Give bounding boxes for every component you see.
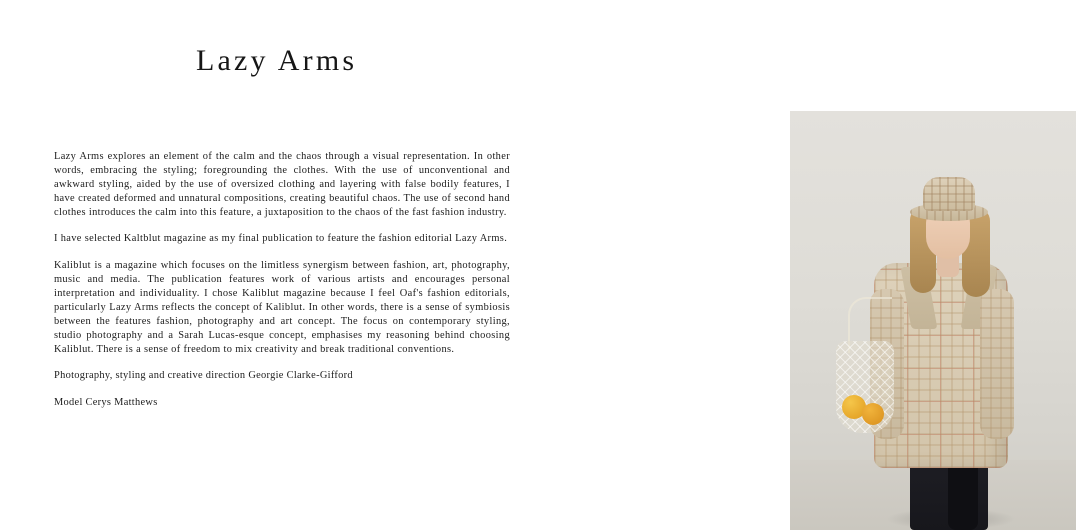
paragraph-3: Kaliblut is a magazine which focuses on the limitless synergism between fashion, art, photography, music and media. The publication features work of various artists and encourages personal interpretation and individuality. I chose Kaliblut magazine because I feel Oaf's fashion editorials, particularly Lazy Arms reflects the concept of Kaliblut. In other words, there is a sense of symbiosis between the features fashion, photography and art concept. The focus on contemporary styling, studio photography and a Sarah Lucas-esque concept, emphasises my reasoning behind choosing Kaliblut. There is a sense of freedom to mix creativity and break traditional conventions. <box>54 259 510 356</box>
paragraph-1: Lazy Arms explores an element of the calm and the chaos through a visual representation. In other words, embracing the styling; foregrounding the clothes. With the use of unconventional and awkward styling, aided by the use of oversized clothing and layering with false bodily features, I have created deformed and unnatural compositions, creating beautiful chaos. The use of second hand clothes introduces the calm into this feature, a juxtaposition to the chaos of the fast fashion industry. <box>54 151 510 219</box>
coat-sleeve-right <box>980 289 1014 439</box>
fruit-orange-2 <box>862 403 884 425</box>
page-title: Lazy Arms <box>196 44 358 78</box>
paragraph-2: I have selected Kaltblut magazine as my final publication to feature the fashion editorial Lazy Arms. <box>54 233 508 245</box>
editorial-photo <box>790 111 1076 530</box>
credit-model: Model Cerys Matthews <box>54 397 158 409</box>
model-figure <box>790 111 1076 530</box>
bucket-hat-crown <box>923 177 975 211</box>
credit-photography: Photography, styling and creative direction Georgie Clarke-Gifford <box>54 370 353 382</box>
body-text-column <box>54 150 510 410</box>
